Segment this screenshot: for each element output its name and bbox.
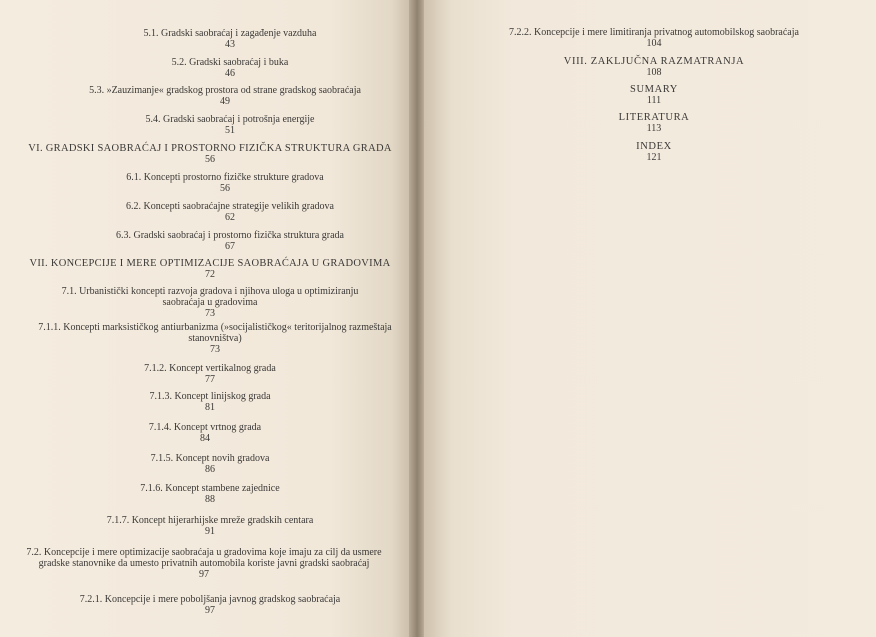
toc-entry	[90, 363, 330, 385]
toc-chapter	[20, 258, 400, 280]
toc-entry-page: 113	[646, 123, 662, 134]
toc-entry-title: 6.2. Koncepti saobraćajne strategije velikih gradova	[126, 201, 334, 212]
toc-entry-title: 7.1.4. Koncept vrtnog grada	[148, 422, 262, 433]
toc-entry-title: 5.1. Gradski saobraćaj i zagađenje vazduha	[143, 28, 317, 39]
toc-entry-title: 7.2.1. Koncepcije i mere poboljšanja javnog gradskog saobraćaja	[79, 594, 341, 605]
toc-entry-title: 7.1. Urbanistički koncepti razvoja gradova i njihova uloga u optimiziranju saobraćaja u gradovima	[61, 286, 359, 308]
toc-entry-title: INDEX	[636, 141, 672, 152]
toc-entry	[80, 28, 380, 50]
toc-entry	[40, 594, 380, 616]
toc-entry	[70, 201, 390, 223]
toc-entry-page: 73	[210, 344, 220, 355]
toc-entry-title: 7.1.7. Koncept hijerarhijske mreže gradskih centara	[106, 515, 314, 526]
toc-entry-title: 7.2. Koncepcije i mere optimizacije saobraćaja u gradovima koje imaju za cilj da usmere gradske stanovnike da umesto privatnih automobila koriste javni gradski saobraćaj	[26, 547, 382, 569]
left-page	[0, 0, 412, 637]
toc-entry-page: 91	[205, 526, 215, 537]
toc-entry	[50, 85, 400, 107]
toc-entry-page: 62	[225, 212, 235, 223]
toc-entry	[90, 422, 320, 444]
toc-entry-title: VIII. ZAKLJUČNA RAZMATRANJA	[563, 56, 745, 67]
toc-entry-page: 77	[205, 374, 215, 385]
toc-entry-title: 7.1.6. Koncept stambene zajednice	[140, 483, 280, 494]
toc-entry-page: 104	[646, 38, 662, 49]
toc-entry	[80, 114, 380, 136]
toc-entry-page: 88	[205, 494, 215, 505]
toc-entry-page: 97	[199, 569, 209, 580]
toc-entry-title: SUMARY	[630, 84, 678, 95]
toc-entry	[80, 57, 380, 79]
toc-entry	[18, 547, 390, 580]
toc-entry-page: 81	[205, 402, 215, 413]
toc-entry-page: 56	[205, 154, 215, 165]
toc-entry-page: 67	[225, 241, 235, 252]
toc-entry	[90, 391, 330, 413]
toc-entry	[30, 322, 400, 355]
toc-entry-page: 84	[200, 433, 210, 444]
toc-entry-page: 97	[205, 605, 215, 616]
toc-entry-page: 56	[220, 183, 230, 194]
toc-entry	[70, 172, 380, 194]
toc-chapter	[554, 84, 754, 106]
toc-entry-title: 7.1.5. Koncept novih gradova	[150, 453, 270, 464]
toc-entry-title: 5.3. »Zauzimanje« gradskog prostora od strane gradskog saobraćaja	[89, 85, 361, 96]
toc-entry	[80, 483, 340, 505]
toc-chapter	[504, 56, 804, 78]
toc-entry-title: 6.3. Gradski saobraćaj i prostorno fizička struktura grada	[116, 230, 344, 241]
toc-chapter	[554, 141, 754, 163]
toc-entry-title: LITERATURA	[618, 112, 690, 123]
toc-entry	[474, 27, 834, 49]
toc-entry-title: 5.2. Gradski saobraćaj i buka	[171, 57, 289, 68]
toc-entry-title: VII. KONCEPCIJE I MERE OPTIMIZACIJE SAOBRAĆAJA U GRADOVIMA	[29, 258, 391, 269]
toc-entry-page: 86	[205, 464, 215, 475]
toc-entry-title: 7.1.3. Koncept linijskog grada	[149, 391, 271, 402]
toc-entry-page: 111	[646, 95, 662, 106]
toc-entry-page: 46	[225, 68, 235, 79]
toc-entry-page: 73	[205, 308, 215, 319]
toc-entry	[40, 286, 380, 319]
toc-entry-title: 7.1.1. Koncepti marksističkog antiurbanizma (»socijalističkog« teritorijalnog razmeštaja stanovništva)	[38, 322, 392, 344]
toc-entry	[60, 515, 360, 537]
toc-entry-page: 43	[225, 39, 235, 50]
toc-entry-title: 6.1. Koncepti prostorno fizičke strukture gradova	[126, 172, 324, 183]
toc-entry	[60, 230, 400, 252]
toc-entry-page: 121	[646, 152, 662, 163]
toc-entry-title: 7.2.2. Koncepcije i mere limitiranja privatnog automobilskog saobraćaja	[509, 27, 799, 38]
toc-entry	[90, 453, 330, 475]
toc-chapter	[554, 112, 754, 134]
toc-entry-title: 7.1.2. Koncept vertikalnog grada	[144, 363, 276, 374]
toc-entry-page: 72	[205, 269, 215, 280]
right-page	[424, 0, 876, 637]
toc-entry-title: 5.4. Gradski saobraćaj i potrošnja energije	[145, 114, 315, 125]
toc-entry-title: VI. GRADSKI SAOBRAĆAJ I PROSTORNO FIZIČKA STRUKTURA GRADA	[28, 143, 392, 154]
toc-entry-page: 108	[646, 67, 662, 78]
toc-entry-page: 49	[220, 96, 230, 107]
toc-entry-page: 51	[225, 125, 235, 136]
toc-chapter	[20, 143, 400, 165]
